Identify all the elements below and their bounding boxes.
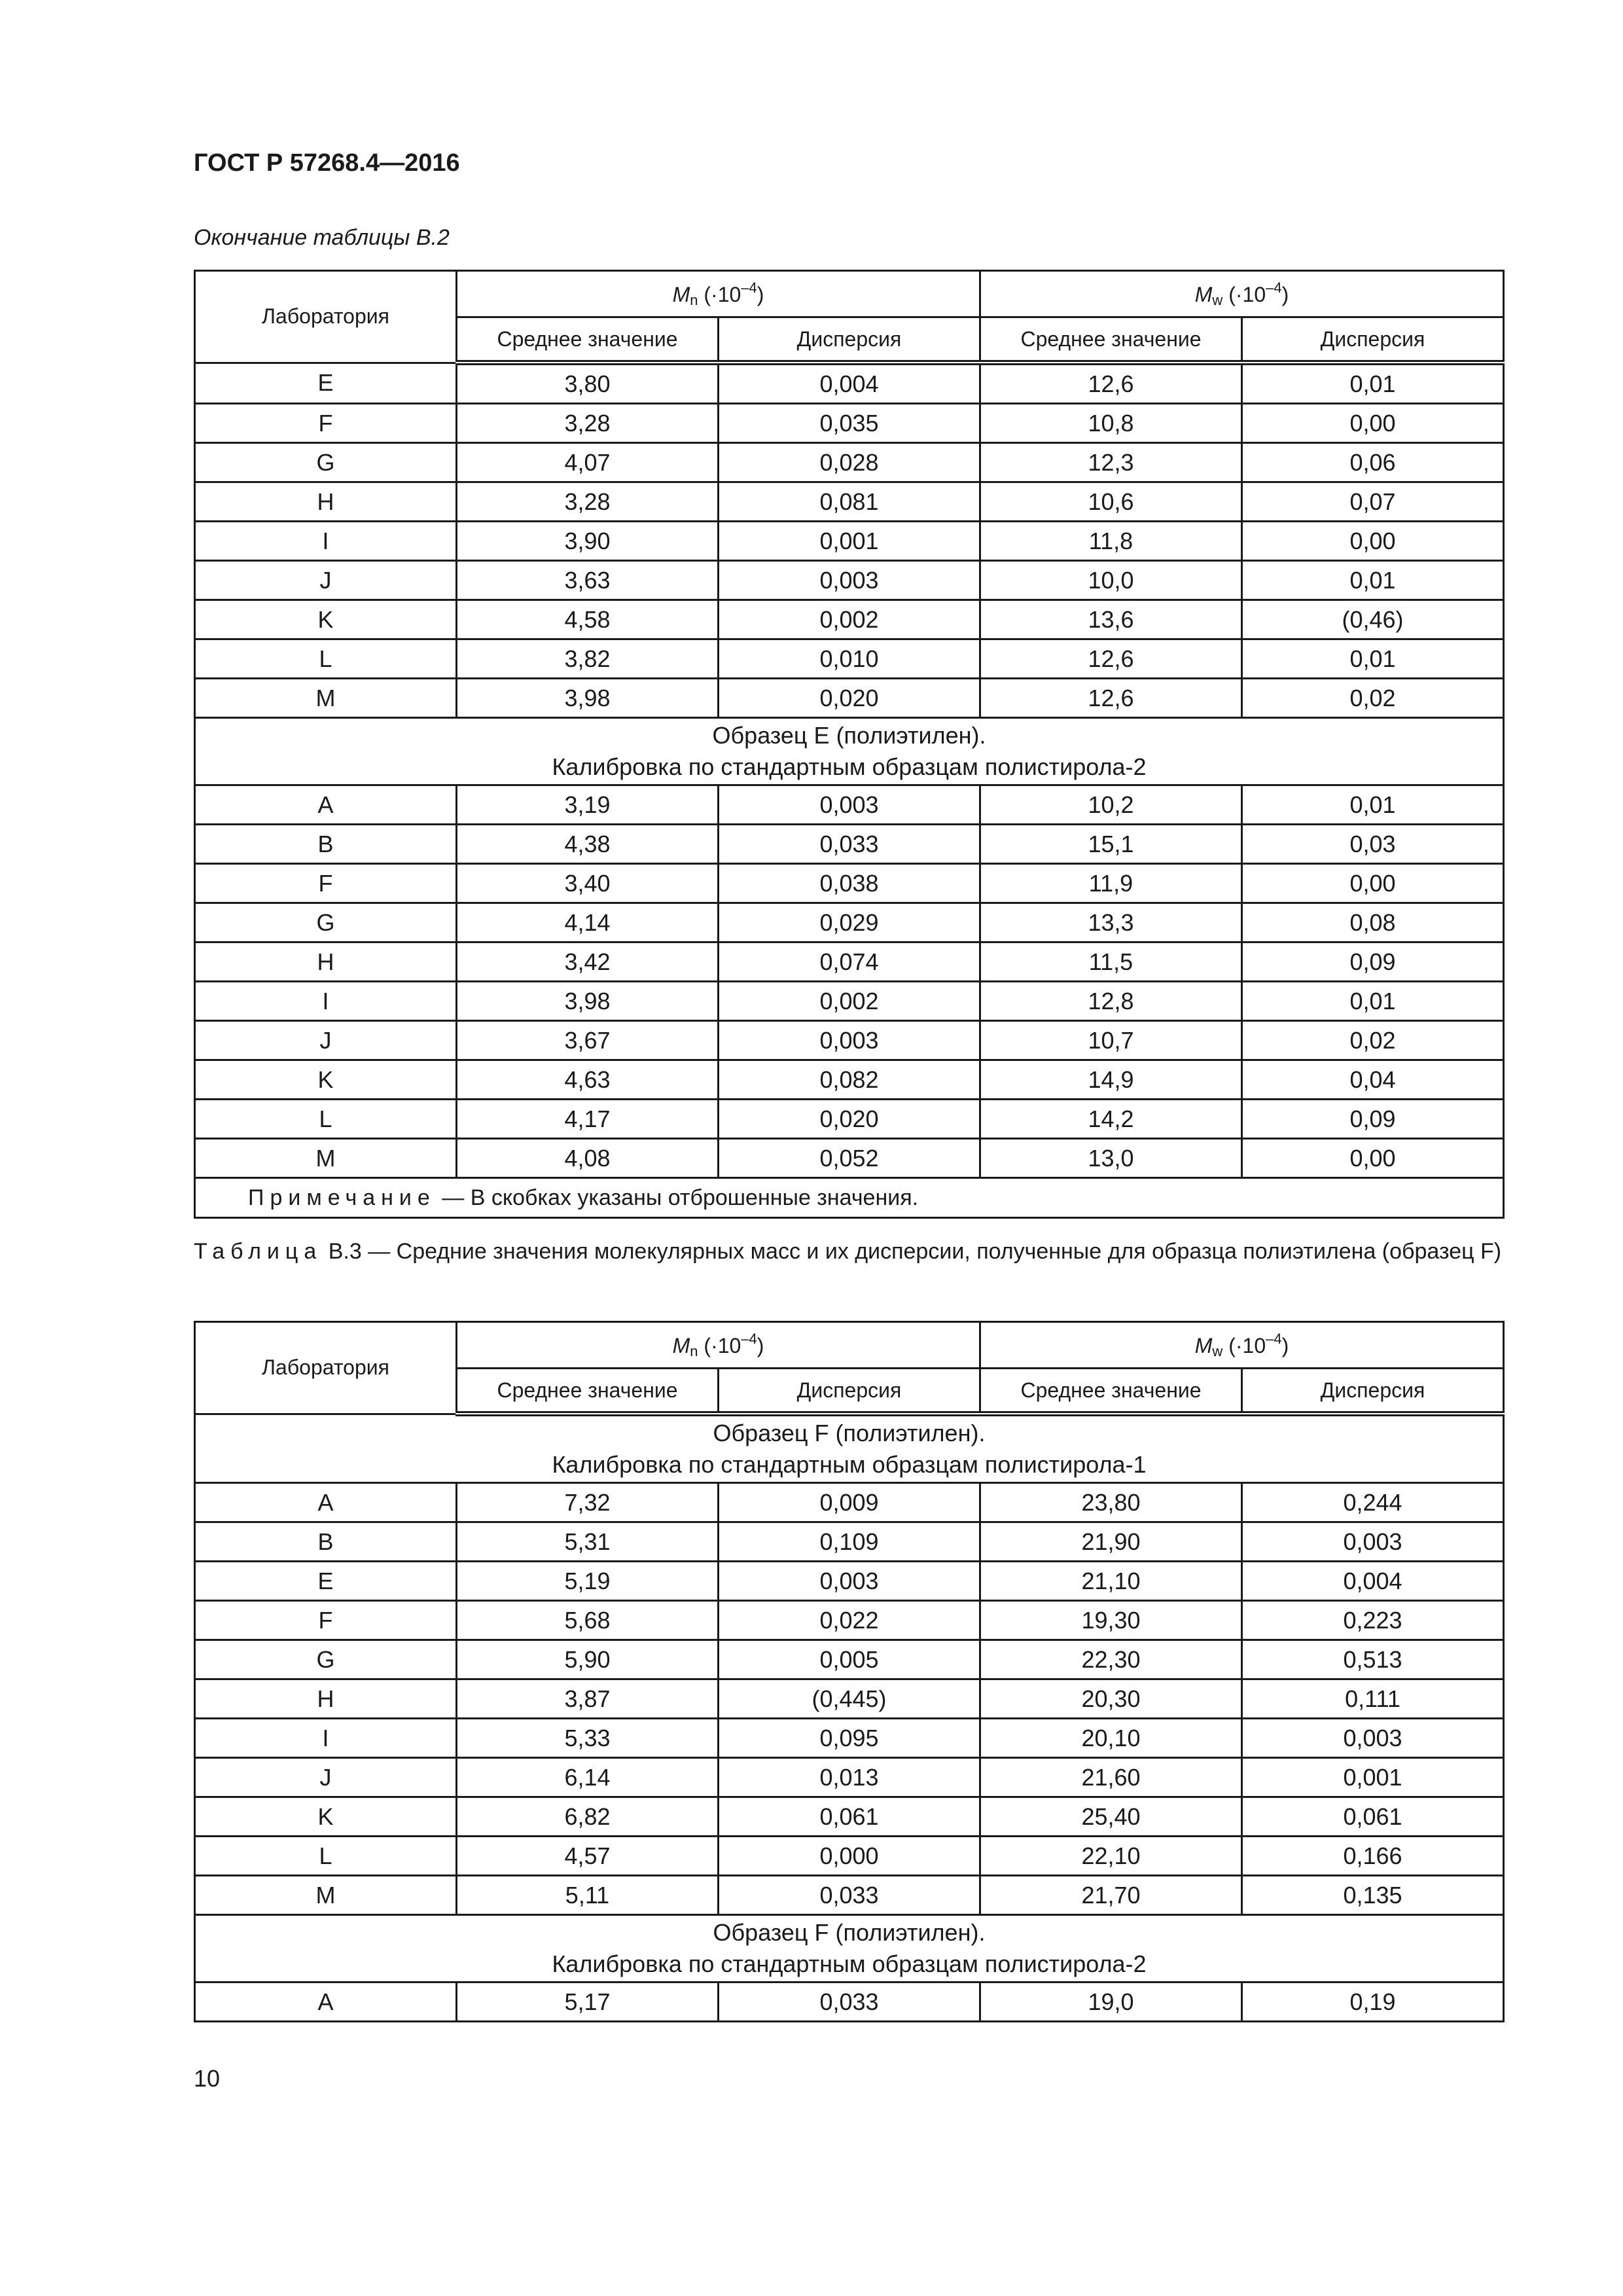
- value-cell: 0,033: [719, 1982, 980, 2022]
- lab-cell: I: [195, 522, 457, 561]
- value-cell: 21,60: [980, 1758, 1242, 1797]
- value-cell: 0,01: [1242, 982, 1504, 1021]
- value-cell: 13,6: [980, 600, 1242, 639]
- mw-mean-header: Среднее значение: [980, 317, 1242, 363]
- section-title-line: Образец F (полиэтилен).: [713, 1919, 986, 1946]
- mw-variance-header: Дисперсия: [1242, 317, 1504, 363]
- table-row: [195, 1139, 1504, 1178]
- value-cell: 0,001: [1242, 1758, 1504, 1797]
- value-cell: (0,445): [719, 1679, 980, 1719]
- section-title: [195, 1414, 1504, 1483]
- table-row: [195, 785, 1504, 825]
- lab-cell: I: [195, 1719, 457, 1758]
- value-cell: 0,244: [1242, 1483, 1504, 1522]
- table-row: [195, 1640, 1504, 1679]
- value-cell: 10,2: [980, 785, 1242, 825]
- value-cell: 0,08: [1242, 903, 1504, 942]
- table-row: [195, 639, 1504, 679]
- lab-cell: F: [195, 864, 457, 903]
- mn-group-header: $M_n$ $(\cdot 10^{-4})$: [457, 1322, 980, 1369]
- value-cell: 22,30: [980, 1640, 1242, 1679]
- table-row: [195, 679, 1504, 718]
- lab-cell: J: [195, 561, 457, 600]
- document-title: ГОСТ Р 57268.4—2016: [194, 149, 460, 177]
- value-cell: 14,9: [980, 1060, 1242, 1100]
- lab-cell: F: [195, 1601, 457, 1640]
- value-cell: 5,90: [457, 1640, 719, 1679]
- lab-cell: G: [195, 1640, 457, 1679]
- value-cell: 0,052: [719, 1139, 980, 1178]
- section-header-row: [195, 1414, 1504, 1483]
- value-cell: 0,035: [719, 404, 980, 443]
- section-title-line: Калибровка по стандартным образцам полистирола-2: [552, 1950, 1147, 1977]
- value-cell: 10,6: [980, 482, 1242, 522]
- value-cell: 0,06: [1242, 443, 1504, 482]
- mn-variance-header: Дисперсия: [719, 317, 980, 363]
- table-a-body: [195, 363, 1504, 1178]
- value-cell: 0,061: [719, 1797, 980, 1837]
- value-cell: 0,028: [719, 443, 980, 482]
- value-cell: 14,2: [980, 1100, 1242, 1139]
- lab-column-header: Лаборатория: [195, 271, 457, 363]
- mn-group-header: $M_n$ $(\cdot 10^{-4})$: [457, 271, 980, 317]
- lab-cell: H: [195, 942, 457, 982]
- value-cell: 13,3: [980, 903, 1242, 942]
- section-title-line: Образец F (полиэтилен).: [713, 1420, 986, 1446]
- table-row: [195, 443, 1504, 482]
- value-cell: 0,00: [1242, 522, 1504, 561]
- table-b2-continuation: [194, 270, 1505, 1219]
- mn-mean-header: Среднее значение: [457, 317, 719, 363]
- value-cell: 3,63: [457, 561, 719, 600]
- section-title: [195, 718, 1504, 785]
- value-cell: 0,01: [1242, 363, 1504, 404]
- value-cell: 0,00: [1242, 1139, 1504, 1178]
- value-cell: 0,135: [1242, 1876, 1504, 1915]
- section-header-row: [195, 718, 1504, 785]
- table-row: [195, 1060, 1504, 1100]
- lab-cell: K: [195, 1797, 457, 1837]
- value-cell: 0,003: [719, 561, 980, 600]
- value-cell: 0,020: [719, 1100, 980, 1139]
- value-cell: 5,19: [457, 1562, 719, 1601]
- value-cell: 5,68: [457, 1601, 719, 1640]
- value-cell: 0,04: [1242, 1060, 1504, 1100]
- section-header-row: [195, 1915, 1504, 1982]
- value-cell: 4,07: [457, 443, 719, 482]
- value-cell: 0,003: [719, 1562, 980, 1601]
- lab-column-header: Лаборатория: [195, 1322, 457, 1414]
- value-cell: 0,061: [1242, 1797, 1504, 1837]
- value-cell: 3,80: [457, 363, 719, 404]
- table-row: [195, 1100, 1504, 1139]
- value-cell: 0,033: [719, 825, 980, 864]
- value-cell: 4,38: [457, 825, 719, 864]
- lab-cell: A: [195, 1982, 457, 2022]
- value-cell: 10,7: [980, 1021, 1242, 1060]
- table-row: [195, 363, 1504, 404]
- value-cell: 21,70: [980, 1876, 1242, 1915]
- table-row: [195, 1562, 1504, 1601]
- table-continuation-label: Окончание таблицы В.2: [194, 225, 450, 250]
- value-cell: 0,003: [719, 1021, 980, 1060]
- lab-cell: E: [195, 363, 457, 404]
- value-cell: 0,029: [719, 903, 980, 942]
- table-row: [195, 1021, 1504, 1060]
- table-row: [195, 1483, 1504, 1522]
- table-row: [195, 1797, 1504, 1837]
- value-cell: 11,5: [980, 942, 1242, 982]
- lab-cell: I: [195, 982, 457, 1021]
- value-cell: 0,00: [1242, 864, 1504, 903]
- table-row: [195, 404, 1504, 443]
- table-row: [195, 600, 1504, 639]
- value-cell: 0,004: [1242, 1562, 1504, 1601]
- lab-cell: M: [195, 1876, 457, 1915]
- value-cell: 4,17: [457, 1100, 719, 1139]
- value-cell: 3,28: [457, 482, 719, 522]
- value-cell: 21,90: [980, 1522, 1242, 1562]
- lab-cell: K: [195, 600, 457, 639]
- value-cell: 0,038: [719, 864, 980, 903]
- value-cell: 0,111: [1242, 1679, 1504, 1719]
- value-cell: 23,80: [980, 1483, 1242, 1522]
- value-cell: 20,10: [980, 1719, 1242, 1758]
- value-cell: 0,003: [1242, 1522, 1504, 1562]
- value-cell: 0,001: [719, 522, 980, 561]
- value-cell: 0,013: [719, 1758, 980, 1797]
- lab-cell: H: [195, 1679, 457, 1719]
- value-cell: 0,002: [719, 600, 980, 639]
- table-row: [195, 1758, 1504, 1797]
- value-cell: 12,6: [980, 679, 1242, 718]
- table-row: [195, 561, 1504, 600]
- section-title-line: Калибровка по стандартным образцам полистирола-1: [552, 1451, 1147, 1478]
- mw-group-header: $M_w$ $(\cdot 10^{-4})$: [980, 1322, 1504, 1369]
- table-note: Примечание — В скобках указаны отброшенные значения.: [195, 1178, 1504, 1218]
- lab-cell: J: [195, 1021, 457, 1060]
- value-cell: 21,10: [980, 1562, 1242, 1601]
- lab-cell: H: [195, 482, 457, 522]
- section-title-line: Образец E (полиэтилен).: [712, 722, 986, 749]
- mw-mean-header: Среднее значение: [980, 1369, 1242, 1414]
- value-cell: 0,513: [1242, 1640, 1504, 1679]
- value-cell: 0,020: [719, 679, 980, 718]
- value-cell: 0,095: [719, 1719, 980, 1758]
- value-cell: 0,09: [1242, 942, 1504, 982]
- value-cell: 3,67: [457, 1021, 719, 1060]
- value-cell: 0,004: [719, 363, 980, 404]
- value-cell: 6,14: [457, 1758, 719, 1797]
- lab-cell: B: [195, 1522, 457, 1562]
- value-cell: 13,0: [980, 1139, 1242, 1178]
- lab-cell: J: [195, 1758, 457, 1797]
- value-cell: 5,11: [457, 1876, 719, 1915]
- table-row: [195, 825, 1504, 864]
- lab-cell: K: [195, 1060, 457, 1100]
- value-cell: 3,42: [457, 942, 719, 982]
- value-cell: 3,87: [457, 1679, 719, 1719]
- value-cell: 5,17: [457, 1982, 719, 2022]
- value-cell: 19,30: [980, 1601, 1242, 1640]
- lab-cell: L: [195, 1837, 457, 1876]
- mw-group-header: $M_w$ $(\cdot 10^{-4})$: [980, 271, 1504, 317]
- lab-cell: A: [195, 1483, 457, 1522]
- value-cell: 0,022: [719, 1601, 980, 1640]
- mn-variance-header: Дисперсия: [719, 1369, 980, 1414]
- table-row: [195, 864, 1504, 903]
- value-cell: 25,40: [980, 1797, 1242, 1837]
- value-cell: 0,074: [719, 942, 980, 982]
- value-cell: 0,003: [1242, 1719, 1504, 1758]
- lab-cell: M: [195, 679, 457, 718]
- value-cell: 12,6: [980, 363, 1242, 404]
- table-row: [195, 1876, 1504, 1915]
- page-number: 10: [194, 2065, 221, 2092]
- value-cell: 0,010: [719, 639, 980, 679]
- value-cell: 0,082: [719, 1060, 980, 1100]
- lab-cell: G: [195, 443, 457, 482]
- section-title: [195, 1915, 1504, 1982]
- value-cell: 4,08: [457, 1139, 719, 1178]
- value-cell: 10,0: [980, 561, 1242, 600]
- table-row: [195, 1522, 1504, 1562]
- value-cell: 10,8: [980, 404, 1242, 443]
- value-cell: 4,58: [457, 600, 719, 639]
- value-cell: 4,63: [457, 1060, 719, 1100]
- value-cell: 3,40: [457, 864, 719, 903]
- value-cell: 0,09: [1242, 1100, 1504, 1139]
- value-cell: 4,57: [457, 1837, 719, 1876]
- value-cell: 6,82: [457, 1797, 719, 1837]
- value-cell: 20,30: [980, 1679, 1242, 1719]
- value-cell: 0,009: [719, 1483, 980, 1522]
- value-cell: 12,3: [980, 443, 1242, 482]
- value-cell: (0,46): [1242, 600, 1504, 639]
- value-cell: 0,02: [1242, 679, 1504, 718]
- value-cell: 0,03: [1242, 825, 1504, 864]
- value-cell: 3,90: [457, 522, 719, 561]
- value-cell: 0,002: [719, 982, 980, 1021]
- lab-cell: M: [195, 1139, 457, 1178]
- value-cell: 0,01: [1242, 639, 1504, 679]
- value-cell: 11,9: [980, 864, 1242, 903]
- value-cell: 11,8: [980, 522, 1242, 561]
- section-title-line: Калибровка по стандартным образцам полистирола-2: [552, 753, 1147, 780]
- value-cell: 12,8: [980, 982, 1242, 1021]
- mn-mean-header: Среднее значение: [457, 1369, 719, 1414]
- value-cell: 0,166: [1242, 1837, 1504, 1876]
- lab-cell: F: [195, 404, 457, 443]
- table-row: [195, 1601, 1504, 1640]
- value-cell: 0,109: [719, 1522, 980, 1562]
- lab-cell: G: [195, 903, 457, 942]
- lab-cell: B: [195, 825, 457, 864]
- value-cell: 7,32: [457, 1483, 719, 1522]
- table-b-body: [195, 1414, 1504, 2022]
- table-row: [195, 482, 1504, 522]
- value-cell: 4,14: [457, 903, 719, 942]
- value-cell: 0,19: [1242, 1982, 1504, 2022]
- table-row: [195, 1837, 1504, 1876]
- mw-variance-header: Дисперсия: [1242, 1369, 1504, 1414]
- lab-cell: A: [195, 785, 457, 825]
- lab-cell: L: [195, 1100, 457, 1139]
- lab-cell: L: [195, 639, 457, 679]
- table-b3-caption: Таблица В.3 — Средние значения молекулярных масс и их дисперсии, полученные для образца полиэтилена (образец F): [194, 1239, 1502, 1264]
- value-cell: 3,28: [457, 404, 719, 443]
- table-row: [195, 942, 1504, 982]
- table-row: [195, 1719, 1504, 1758]
- table-row: [195, 1982, 1504, 2022]
- value-cell: 0,033: [719, 1876, 980, 1915]
- value-cell: 0,003: [719, 785, 980, 825]
- value-cell: 12,6: [980, 639, 1242, 679]
- value-cell: 0,00: [1242, 404, 1504, 443]
- value-cell: 0,01: [1242, 785, 1504, 825]
- value-cell: 3,98: [457, 679, 719, 718]
- value-cell: 0,081: [719, 482, 980, 522]
- table-row: [195, 982, 1504, 1021]
- table-row: [195, 1679, 1504, 1719]
- value-cell: 0,07: [1242, 482, 1504, 522]
- value-cell: 0,01: [1242, 561, 1504, 600]
- value-cell: 3,98: [457, 982, 719, 1021]
- value-cell: 22,10: [980, 1837, 1242, 1876]
- value-cell: 5,31: [457, 1522, 719, 1562]
- table-row: [195, 522, 1504, 561]
- value-cell: 19,0: [980, 1982, 1242, 2022]
- table-row: [195, 903, 1504, 942]
- value-cell: 0,000: [719, 1837, 980, 1876]
- value-cell: 0,005: [719, 1640, 980, 1679]
- value-cell: 0,223: [1242, 1601, 1504, 1640]
- table-b3: [194, 1321, 1505, 2022]
- value-cell: 3,82: [457, 639, 719, 679]
- value-cell: 3,19: [457, 785, 719, 825]
- value-cell: 15,1: [980, 825, 1242, 864]
- value-cell: 5,33: [457, 1719, 719, 1758]
- lab-cell: E: [195, 1562, 457, 1601]
- value-cell: 0,02: [1242, 1021, 1504, 1060]
